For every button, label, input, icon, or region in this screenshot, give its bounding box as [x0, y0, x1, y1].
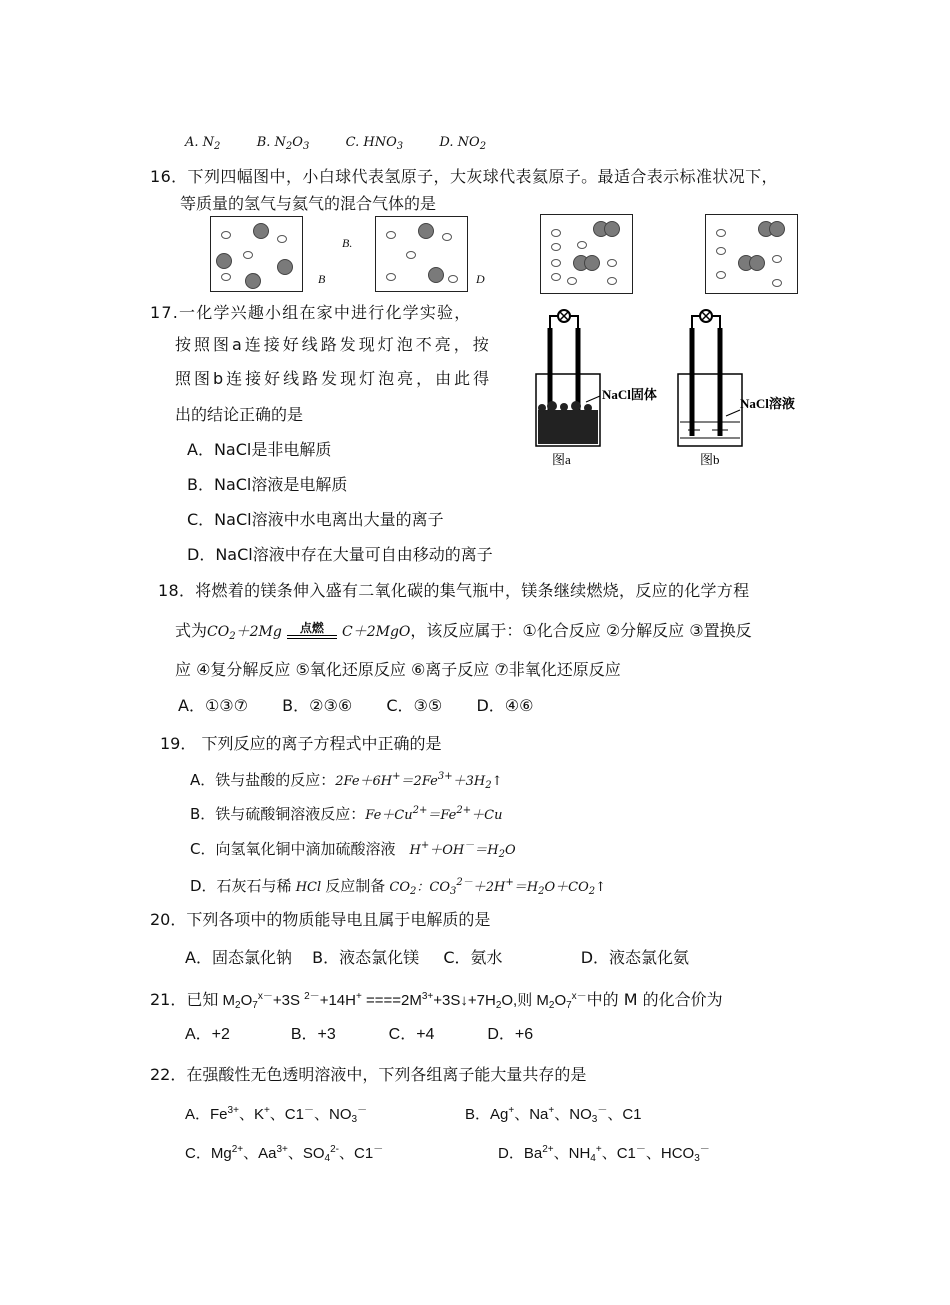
- q17-stem-line3: 照图b连接好线路发现灯泡亮，由此得: [175, 369, 493, 388]
- q22-option-a: A．$Fe^{3+}$、K+、C1－、$NO_3^-$: [185, 1105, 368, 1125]
- q16-figure-d: [705, 214, 798, 294]
- q16-figure-c: [540, 214, 633, 294]
- q16-stem-line2: 等质量的氢气与氦气的混合气体的是: [180, 194, 437, 213]
- q22-stem: 22．在强酸性无色透明溶液中，下列各组离子能大量共存的是: [150, 1065, 587, 1084]
- q21-option-a: A．+2: [185, 1026, 230, 1043]
- q20-option-a: A．固态氯化钠: [185, 948, 292, 967]
- q17-stem-line2: 按照图a连接好线路发现灯泡不亮，按: [175, 335, 492, 354]
- figure-a-caption: 图a: [552, 452, 571, 467]
- q18-stem-line3: 应 ④复分解反应 ⑤氧化还原反应 ⑥离子反应 ⑦非氧化还原反应: [175, 660, 621, 679]
- figure-a-solid: [538, 401, 598, 444]
- q17-option-a: A．NaCl是非电解质: [187, 440, 332, 459]
- q18-option-c: C．③⑤: [386, 696, 443, 715]
- q18-options: [178, 696, 533, 716]
- q17-stem-line1: 17.一化学兴趣小组在家中进行化学实验，: [150, 303, 472, 322]
- reaction-condition: 点燃: [287, 621, 337, 639]
- q15-option-a: A. $N_2$: [185, 135, 221, 152]
- figure-a-label: NaCl固体: [602, 387, 657, 402]
- q21-option-b: B．+3: [290, 1026, 336, 1043]
- q21-option-c: C．+4: [388, 1026, 435, 1043]
- q16-figure-b: [375, 216, 468, 292]
- q18-stem-line2: 式为$CO_2+2Mg$ 点燃 C＋2MgO，该反应属于：①化合反应 ②分解反应 ③置换反: [175, 621, 752, 642]
- q16-figure-a: [210, 216, 303, 292]
- q20-option-d: D．液态氯化氨: [580, 948, 690, 967]
- q17-conductivity-figure: [528, 306, 828, 470]
- q18-option-b: B．②③⑥: [282, 696, 353, 715]
- q15-option-b: B. $N_2O_3$: [256, 135, 310, 152]
- q16-stem-line1: 16．下列四幅图中，小白球代表氢原子，大灰球代表氦原子。最适合表示标准状况下，: [150, 167, 778, 186]
- q22-option-c: C．$Mg^{2+}$、$Aa^{3+}$、$SO_4^{2-}$、C1－: [185, 1144, 384, 1164]
- q16-label-b: B: [318, 272, 326, 286]
- figure-b-caption: 图b: [700, 452, 720, 467]
- q20-option-c: C．氨水: [443, 948, 503, 967]
- q17-option-b: B．NaCl溶液是电解质: [187, 475, 348, 494]
- q19-stem: 19． 下列反应的离子方程式中正确的是: [160, 734, 442, 753]
- q15-option-c: C. $HNO_3$: [345, 135, 404, 152]
- q17-option-c: C．NaCl溶液中水电离出大量的离子: [187, 510, 444, 529]
- q21-options: [185, 1025, 533, 1045]
- q21-option-d: D．+6: [487, 1026, 534, 1043]
- q19-option-b: B．铁与硫酸铜溶液反应：$Fe+Cu^{2+}=Fe^{2+}+Cu$: [190, 805, 503, 823]
- q15-option-d: D. $NO_2$: [439, 135, 487, 152]
- q17-stem-line4: 出的结论正确的是: [175, 405, 304, 424]
- q15-options: [185, 133, 486, 157]
- q20-stem: 20．下列各项中的物质能导电且属于电解质的是: [150, 910, 491, 929]
- q18-option-a: A．①③⑦: [178, 696, 248, 715]
- q16-label-b-dot: B.: [342, 236, 353, 250]
- q20-options: [185, 948, 689, 968]
- q21-stem: 21．已知 $M_2O_7^{x-}+3S$ $^{2-}+14H^+ ====2M^{3+}+3S↓+7H_2O$,则 $M_2O_7^{x-}$中的 M 的化合价为: [150, 990, 723, 1011]
- q17-option-d: D．NaCl溶液中存在大量可自由移动的离子: [187, 545, 493, 564]
- q19-option-c: C．向氢氧化铜中滴加硫酸溶液 $H^++OH^-=H_2O$: [190, 840, 516, 860]
- q19-option-d: D．石灰石与稀 HCl 反应制备 $CO_2$：$CO_3^{2-}+2H^+=H_2O+CO_2↑$: [190, 877, 607, 897]
- q20-option-b: B．液态氯化镁: [312, 948, 420, 967]
- figure-b-apparatus: [678, 310, 742, 446]
- q18-option-d: D．④⑥: [476, 696, 534, 715]
- q19-option-a: A．铁与盐酸的反应：$2Fe+6H^+=2Fe^{3+}+3H_2↑$: [190, 771, 503, 791]
- figure-b-label: NaCl溶液: [740, 396, 795, 411]
- q22-option-b: B．Ag+、Na+、$NO_3^-$、C1: [465, 1105, 642, 1125]
- q16-label-d: D: [476, 272, 485, 286]
- q18-stem-line1: 18．将燃着的镁条伸入盛有二氧化碳的集气瓶中，镁条继续燃烧，反应的化学方程: [158, 581, 750, 600]
- q22-option-d: D．$Ba^{2+}$、$NH_4^+$、C1－、$HCO_3^-$: [498, 1144, 710, 1164]
